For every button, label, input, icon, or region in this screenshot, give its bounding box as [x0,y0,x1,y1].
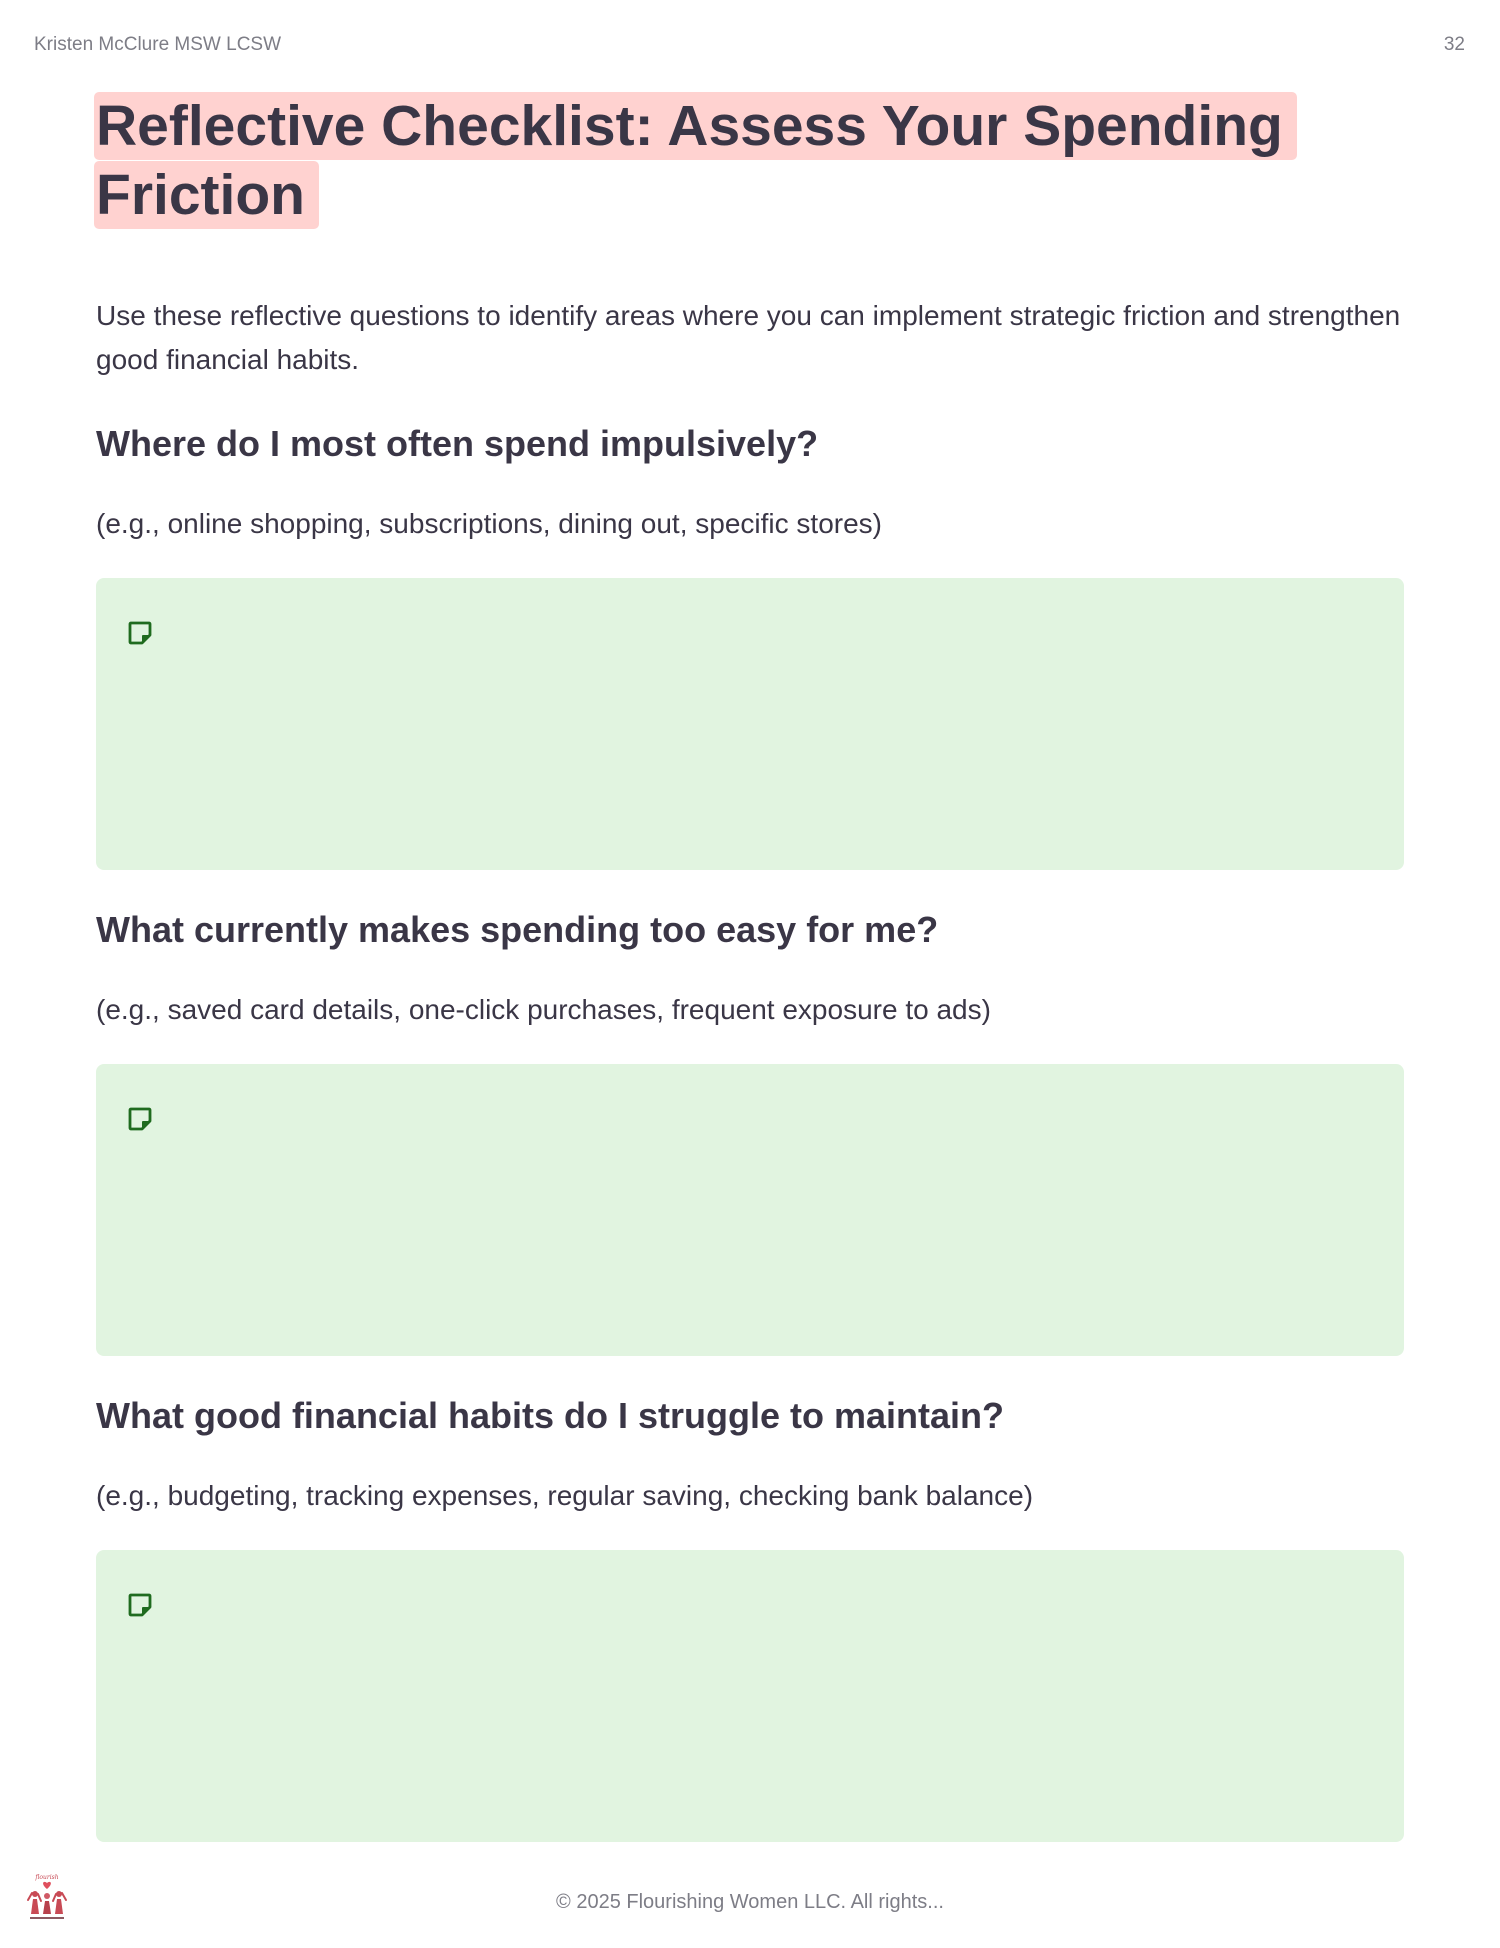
page-content [96,92,1406,1842]
note-icon [127,1592,153,1618]
question-heading: Where do I most often spend impulsively? [96,423,819,464]
answer-field[interactable] [96,1550,1404,1842]
question-heading: What currently makes spending too easy for me? [96,909,939,950]
footer-copyright: © 2025 Flourishing Women LLC. All rights... [556,1891,944,1913]
question-section-3 [96,1394,1406,1842]
question-section-2 [96,908,1406,1356]
page-number: 32 [1443,34,1465,55]
question-heading: What good financial habits do I struggle to maintain? [96,1395,1004,1436]
page-title-text: Reflective Checklist: Assess Your Spending Friction [94,92,1297,229]
intro-paragraph: Use these reflective questions to identify areas where you can implement strategic friction and strengthen good financial habits. [96,300,1401,375]
note-icon [127,1106,153,1132]
svg-text:flourish: flourish [35,1874,59,1881]
page-title [96,92,1356,230]
note-icon [127,620,153,646]
answer-field[interactable] [96,1064,1404,1356]
question-section-1 [96,422,1406,870]
header-author: Kristen McClure MSW LCSW [34,34,282,55]
answer-field[interactable] [96,578,1404,870]
question-example: (e.g., budgeting, tracking expenses, regular saving, checking bank balance) [96,1480,1034,1511]
question-example: (e.g., saved card details, one-click purchases, frequent exposure to ads) [96,994,991,1025]
question-example: (e.g., online shopping, subscriptions, dining out, specific stores) [96,508,882,539]
